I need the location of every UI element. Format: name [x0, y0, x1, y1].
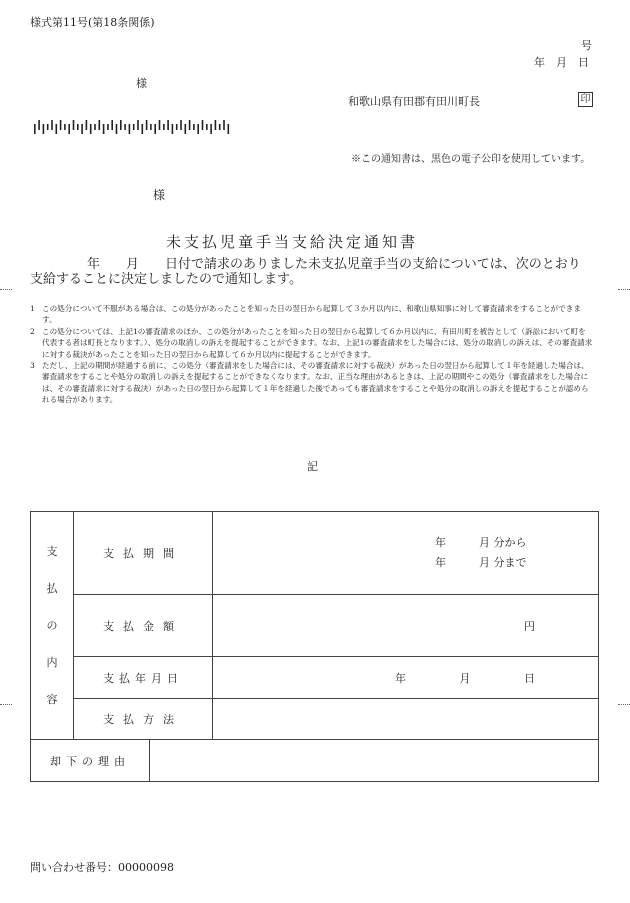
margin-mark — [618, 289, 630, 290]
addressee-suffix-top: 様 — [136, 77, 147, 90]
amount-value: 円 — [213, 595, 599, 657]
amount-label: 支払金額 — [74, 595, 213, 657]
postal-barcode — [32, 120, 232, 134]
period-value: 年 月 分から 年 月 分まで — [213, 512, 599, 595]
seal-mark: 印 — [578, 92, 593, 107]
intro-line-1: 年 月 日付で請求のありました未支払児童手当の支給については、次のとおり — [87, 257, 581, 272]
ki-heading: 記 — [307, 460, 318, 473]
notice-item: 3 ただし、上記の期間が経過する前に、この処分（審査請求をした場合には、その審査請求に対する裁決）があった日の翌日から起算して１年を経過した場合は、審査請求をすることや処分の取消しの訴えを提起することができなくなります。なお、正当な理由があるときは、上記の期間やこの処分（審査請求をした場合には、その審査請求に対する裁決）があった日の翌日から起算して１年を経過した後であっても審査請求をすることや処分の取消しの訴えを提起することが認められる場合があります。 — [30, 361, 589, 405]
reject-reason-value — [150, 740, 599, 782]
issue-number-label: 号 — [581, 39, 592, 52]
addressee-suffix: 様 — [153, 188, 166, 202]
form-number: 様式第11号(第18条関係) — [30, 16, 155, 29]
method-label: 支払方法 — [74, 698, 213, 740]
payment-date-value: 年 月 日 — [213, 657, 599, 699]
e-seal-note: ※この通知書は、黒色の電子公印を使用しています。 — [351, 154, 591, 165]
reject-reason-label: 却下の理由 — [31, 740, 150, 782]
notice-item: 1 この処分について不服がある場合は、この処分があったことを知った日の翌日から起算して３か月以内に、和歌山県知事に対して審査請求をすることができます。 — [30, 304, 581, 325]
margin-mark — [618, 704, 630, 705]
payment-contents-label: 支 払 の 内 容 — [31, 512, 74, 740]
payment-table — [30, 511, 599, 782]
document-title: 未支払児童手当支給決定通知書 — [166, 233, 419, 251]
issuer-name: 和歌山県有田郡有田川町長 — [348, 95, 480, 108]
margin-mark — [0, 289, 12, 290]
payment-date-label: 支払年月日 — [74, 657, 213, 699]
notice-list — [30, 303, 593, 406]
method-value — [213, 698, 599, 740]
inquiry-number: 問い合わせ番号：00000098 — [30, 861, 174, 874]
issue-date: 年 月 日 — [534, 56, 589, 69]
notice-item: 2 この処分については、上記1の審査請求のほか、この処分があったことを知った日の翌日から起算して６か月以内に、有田川町を被告として（訴訟において町を代表する者は町長となります。）、処分の取消しの訴えを提起することができます。なお、上記1の審査請求をした場合には、処分の取消しの訴えは、その審査請求に対する裁決があったことを知った日の翌日から起算して６か月以内に提起することができます。 — [30, 326, 593, 359]
intro-line-2: 支給することに決定しましたので通知します。 — [30, 272, 302, 287]
margin-mark — [0, 704, 12, 705]
period-label: 支払期間 — [74, 512, 213, 595]
